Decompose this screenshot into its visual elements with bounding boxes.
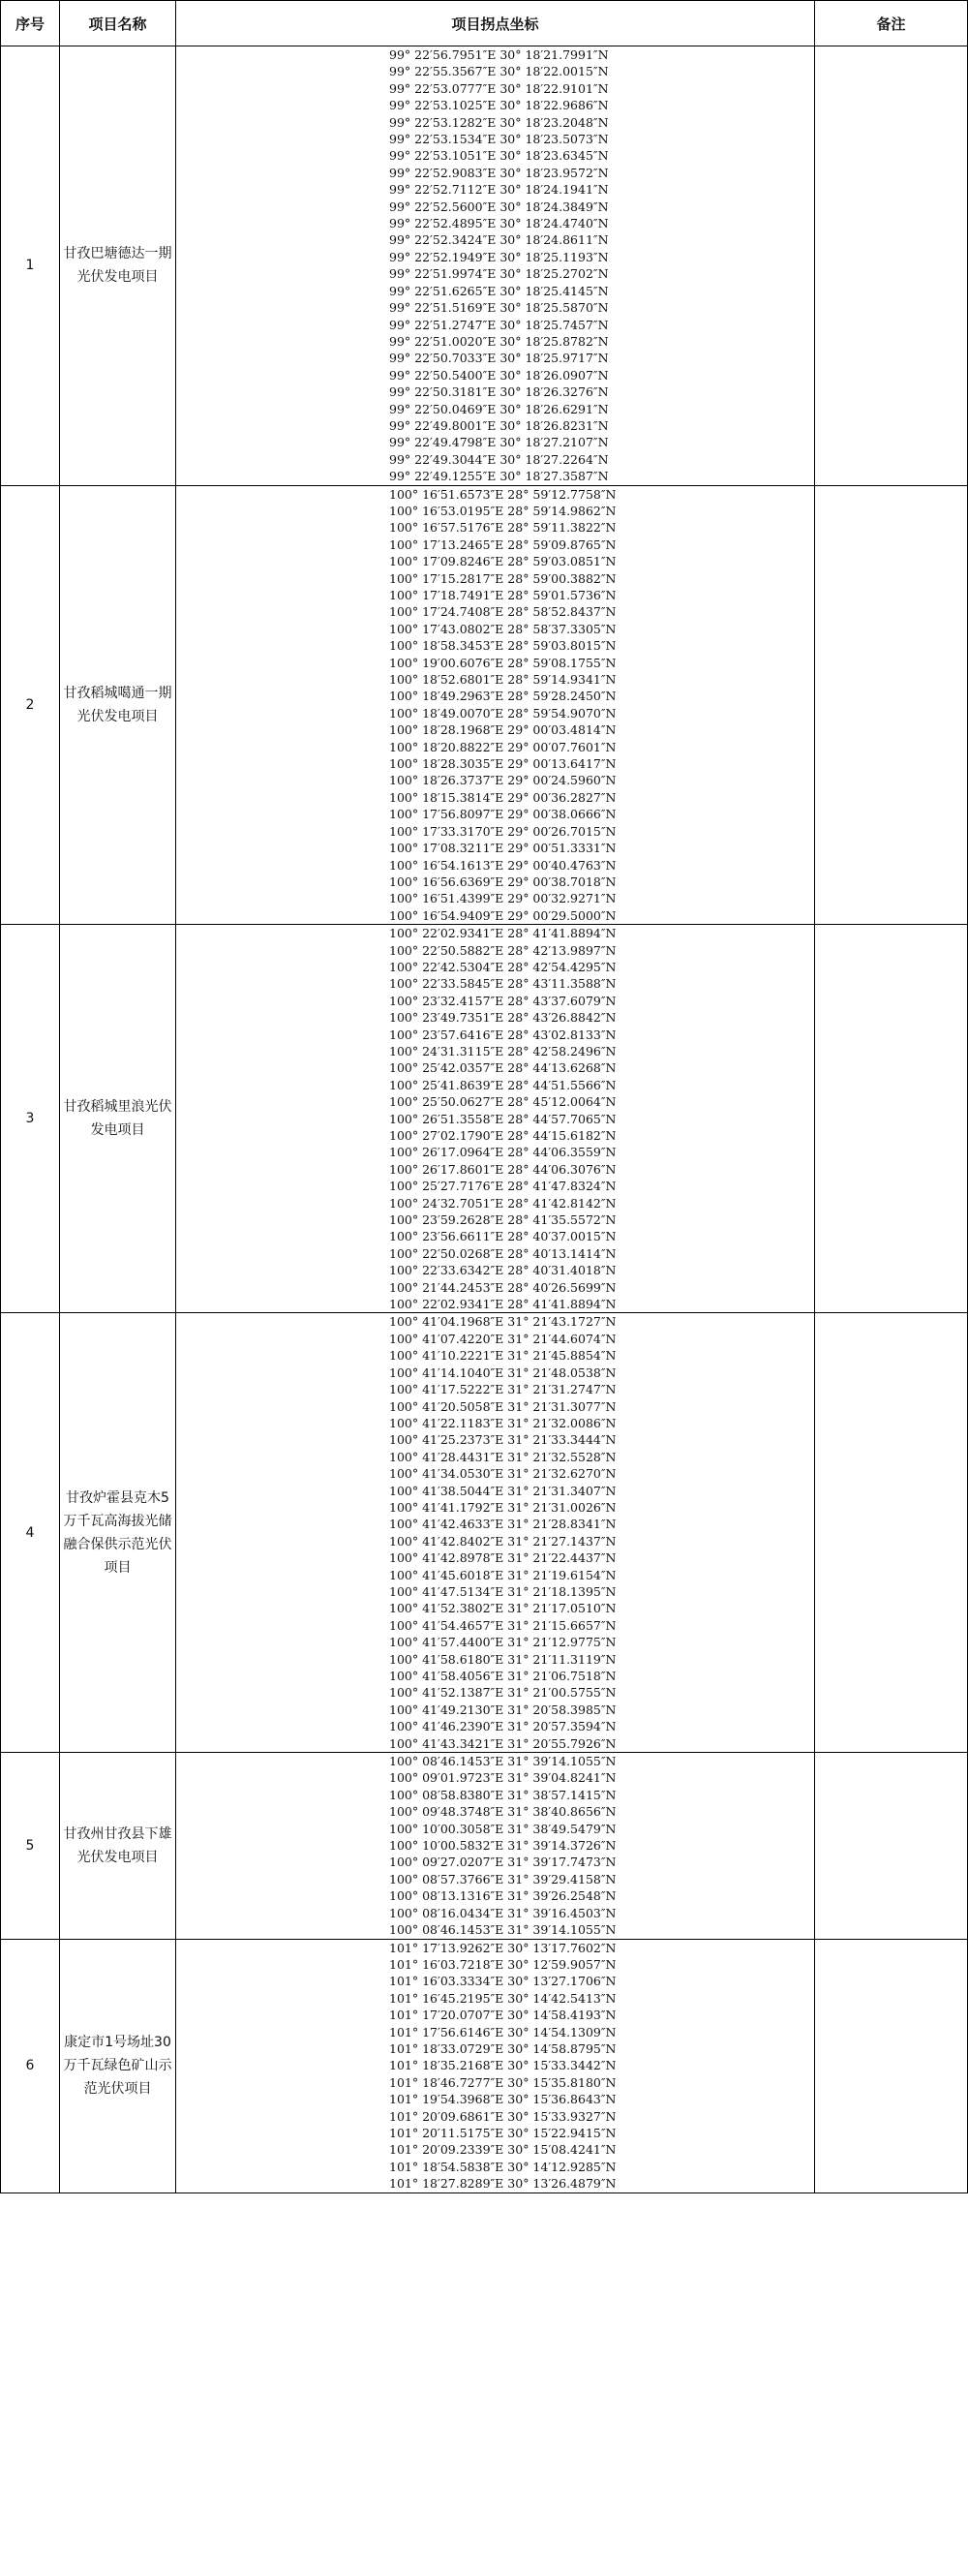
project-remark xyxy=(815,46,968,486)
coordinate-line: 100° 41′10.2221″E 31° 21′45.8854″N xyxy=(389,1348,617,1364)
coordinate-line: 100° 17′33.3170″E 29° 00′26.7015″N xyxy=(389,823,617,839)
coordinate-line: 99° 22′53.0777″E 30° 18′22.9101″N xyxy=(389,80,609,96)
coordinate-line: 100° 21′44.2453″E 28° 40′26.5699″N xyxy=(389,1279,617,1295)
coordinate-line: 101° 20′11.5175″E 30° 15′22.9415″N xyxy=(389,2125,617,2140)
coordinate-line: 100° 16′56.6369″E 29° 00′38.7018″N xyxy=(389,874,617,889)
header-coordinates: 项目拐点坐标 xyxy=(176,1,815,46)
coordinate-line: 100° 09′01.9723″E 31° 39′04.8241″N xyxy=(389,1770,617,1786)
project-index: 2 xyxy=(1,485,60,925)
coordinate-line: 100° 08′58.8380″E 31° 38′57.1415″N xyxy=(389,1787,617,1802)
coordinate-line: 100° 16′51.4399″E 29° 00′32.9271″N xyxy=(389,891,617,906)
project-coordinates xyxy=(176,485,815,925)
table-row xyxy=(1,46,968,486)
coordinate-line: 99° 22′50.5400″E 30° 18′26.0907″N xyxy=(389,367,609,383)
project-coordinates xyxy=(176,1939,815,2193)
coordinate-line: 100° 25′50.0627″E 28° 45′12.0064″N xyxy=(389,1094,617,1110)
coordinate-line: 100° 10′00.5832″E 31° 39′14.3726″N xyxy=(389,1838,617,1854)
coordinate-line: 99° 22′51.2747″E 30° 18′25.7457″N xyxy=(389,317,609,332)
coordinate-line: 100° 18′28.1968″E 29° 00′03.4814″N xyxy=(389,722,617,738)
project-remark xyxy=(815,1313,968,1753)
coordinate-line: 100° 23′56.6611″E 28° 40′37.0015″N xyxy=(389,1229,617,1244)
coordinate-line: 100° 41′14.1040″E 31° 21′48.0538″N xyxy=(389,1365,617,1380)
table-row xyxy=(1,925,968,1313)
coordinate-line: 100° 41′07.4220″E 31° 21′44.6074″N xyxy=(389,1331,617,1346)
header-project-name: 项目名称 xyxy=(60,1,176,46)
coordinate-line: 99° 22′52.9083″E 30° 18′23.9572″N xyxy=(389,165,609,180)
project-name: 甘孜稻城噶通一期光伏发电项目 xyxy=(60,485,176,925)
coordinate-line: 101° 16′03.7218″E 30° 12′59.9057″N xyxy=(389,1956,617,1972)
coordinate-line: 101° 16′03.3334″E 30° 13′27.1706″N xyxy=(389,1974,617,1989)
coordinate-line: 100° 41′49.2130″E 31° 20′58.3985″N xyxy=(389,1702,617,1717)
coordinate-line: 100° 41′52.3802″E 31° 21′17.0510″N xyxy=(389,1601,617,1616)
project-index: 4 xyxy=(1,1313,60,1753)
coordinate-line: 100° 17′24.7408″E 28° 58′52.8437″N xyxy=(389,604,617,620)
coordinate-line: 99° 22′52.5600″E 30° 18′24.3849″N xyxy=(389,199,609,214)
coordinate-line: 100° 41′38.5044″E 31° 21′31.3407″N xyxy=(389,1483,617,1498)
coordinate-line: 100° 41′46.2390″E 31° 20′57.3594″N xyxy=(389,1719,617,1734)
coordinate-line: 100° 24′32.7051″E 28° 41′42.8142″N xyxy=(389,1195,617,1211)
coordinate-line: 100° 41′43.3421″E 31° 20′55.7926″N xyxy=(389,1735,617,1751)
project-coordinates xyxy=(176,1313,815,1753)
coordinate-line: 100° 41′20.5058″E 31° 21′31.3077″N xyxy=(389,1398,617,1414)
coordinate-line: 99° 22′49.1255″E 30° 18′27.3587″N xyxy=(389,469,609,484)
coordinate-line: 100° 41′54.4657″E 31° 21′15.6657″N xyxy=(389,1617,617,1633)
project-remark xyxy=(815,1753,968,1939)
coordinate-line: 100° 41′58.4056″E 31° 21′06.7518″N xyxy=(389,1669,617,1683)
coordinate-line: 99° 22′51.0020″E 30° 18′25.8782″N xyxy=(389,333,609,349)
coordinate-line: 99° 22′49.3044″E 30° 18′27.2264″N xyxy=(389,451,609,467)
coordinate-line: 100° 41′57.4400″E 31° 21′12.9775″N xyxy=(389,1635,617,1650)
coordinate-line: 99° 22′53.1025″E 30° 18′22.9686″N xyxy=(389,98,609,113)
coordinate-line: 100° 23′57.6416″E 28° 43′02.8133″N xyxy=(389,1027,617,1042)
coordinate-line: 100° 16′57.5176″E 28° 59′11.3822″N xyxy=(389,520,617,536)
coordinate-line: 100° 27′02.1790″E 28° 44′15.6182″N xyxy=(389,1128,617,1143)
coordinate-line: 101° 17′20.0707″E 30° 14′58.4193″N xyxy=(389,2008,617,2023)
coordinate-line: 99° 22′50.7033″E 30° 18′25.9717″N xyxy=(389,351,609,366)
coordinate-line: 100° 41′52.1387″E 31° 21′00.5755″N xyxy=(389,1685,617,1701)
coordinate-line: 99° 22′50.0469″E 30° 18′26.6291″N xyxy=(389,401,609,416)
table-row xyxy=(1,1939,968,2193)
project-remark xyxy=(815,925,968,1313)
coordinate-line: 100° 41′17.5222″E 31° 21′31.2747″N xyxy=(389,1382,617,1397)
coordinate-line: 101° 17′13.9262″E 30° 13′17.7602″N xyxy=(389,1940,617,1955)
project-index: 3 xyxy=(1,925,60,1313)
project-name: 康定市1号场址30万千瓦绿色矿山示范光伏项目 xyxy=(60,1939,176,2193)
coordinate-line: 100° 17′09.8246″E 28° 59′03.0851″N xyxy=(389,554,617,569)
coordinate-line: 100° 18′52.6801″E 28° 59′14.9341″N xyxy=(389,672,617,688)
coordinate-line: 100° 22′33.5845″E 28° 43′11.3588″N xyxy=(389,976,617,992)
coordinate-line: 100° 41′41.1792″E 31° 21′31.0026″N xyxy=(389,1499,617,1515)
coordinate-line: 100° 41′42.8402″E 31° 21′27.1437″N xyxy=(389,1533,617,1549)
coordinate-line: 100° 09′48.3748″E 31° 38′40.8656″N xyxy=(389,1804,617,1820)
coordinate-line: 100° 16′54.9409″E 29° 00′29.5000″N xyxy=(389,907,617,923)
table-row xyxy=(1,1313,968,1753)
project-coordinates xyxy=(176,46,815,486)
coordinate-line: 100° 09′27.0207″E 31° 39′17.7473″N xyxy=(389,1855,617,1870)
coordinate-line: 100° 17′43.0802″E 28° 58′37.3305″N xyxy=(389,621,617,636)
coordinate-line: 100° 23′49.7351″E 28° 43′26.8842″N xyxy=(389,1010,617,1026)
coordinate-line: 100° 18′26.3737″E 29° 00′24.5960″N xyxy=(389,773,617,788)
coordinate-line: 99° 22′49.8001″E 30° 18′26.8231″N xyxy=(389,417,609,433)
project-index: 5 xyxy=(1,1753,60,1939)
coordinate-line: 100° 41′42.4633″E 31° 21′28.8341″N xyxy=(389,1517,617,1532)
coordinate-line: 100° 18′49.2963″E 28° 59′28.2450″N xyxy=(389,689,617,704)
coordinate-line: 100° 23′59.2628″E 28° 41′35.5572″N xyxy=(389,1212,617,1228)
coordinate-line: 99° 22′50.3181″E 30° 18′26.3276″N xyxy=(389,384,609,400)
project-name: 甘孜炉霍县克木5万千瓦高海拔光储融合保供示范光伏项目 xyxy=(60,1313,176,1753)
coordinate-line: 100° 41′25.2373″E 31° 21′33.3444″N xyxy=(389,1432,617,1448)
header-remark: 备注 xyxy=(815,1,968,46)
coordinate-line: 100° 23′32.4157″E 28° 43′37.6079″N xyxy=(389,993,617,1008)
project-name: 甘孜稻城里浪光伏发电项目 xyxy=(60,925,176,1313)
coordinate-line: 100° 17′18.7491″E 28° 59′01.5736″N xyxy=(389,588,617,602)
coordinate-line: 101° 16′45.2195″E 30° 14′42.5413″N xyxy=(389,1990,617,2006)
coordinate-line: 100° 22′02.9341″E 28° 41′41.8894″N xyxy=(389,926,617,941)
coordinate-line: 100° 41′45.6018″E 31° 21′19.6154″N xyxy=(389,1567,617,1582)
coordinate-line: 100° 25′27.7176″E 28° 41′47.8324″N xyxy=(389,1179,617,1194)
coordinate-line: 100° 26′51.3558″E 28° 44′57.7065″N xyxy=(389,1111,617,1126)
coordinate-line: 100° 41′58.6180″E 31° 21′11.3119″N xyxy=(389,1651,617,1667)
coordinate-line: 99° 22′53.1534″E 30° 18′23.5073″N xyxy=(389,132,609,147)
coordinate-line: 99° 22′53.1282″E 30° 18′23.2048″N xyxy=(389,114,609,130)
coordinate-line: 101° 20′09.2339″E 30° 15′08.4241″N xyxy=(389,2142,617,2158)
coordinate-line: 100° 26′17.8601″E 28° 44′06.3076″N xyxy=(389,1161,617,1177)
coordinate-line: 100° 17′15.2817″E 28° 59′00.3882″N xyxy=(389,570,617,586)
coordinate-line: 99° 22′51.5169″E 30° 18′25.5870″N xyxy=(389,300,609,316)
coordinate-line: 100° 25′42.0357″E 28° 44′13.6268″N xyxy=(389,1060,617,1076)
coordinate-line: 99° 22′49.4798″E 30° 18′27.2107″N xyxy=(389,435,609,450)
coordinate-line: 100° 22′42.5304″E 28° 42′54.4295″N xyxy=(389,959,617,974)
table-body xyxy=(1,46,968,2193)
coordinate-line: 101° 19′54.3968″E 30° 15′36.8643″N xyxy=(389,2092,617,2107)
coordinate-line: 101° 18′33.0729″E 30° 14′58.8795″N xyxy=(389,2040,617,2056)
coordinate-line: 100° 16′53.0195″E 28° 59′14.9862″N xyxy=(389,503,617,518)
coordinate-line: 100° 41′04.1968″E 31° 21′43.1727″N xyxy=(389,1314,617,1330)
project-name: 甘孜州甘孜县下雄光伏发电项目 xyxy=(60,1753,176,1939)
project-remark xyxy=(815,1939,968,2193)
coordinate-line: 100° 41′22.1183″E 31° 21′32.0086″N xyxy=(389,1415,617,1430)
coordinate-line: 100° 08′16.0434″E 31° 39′16.4503″N xyxy=(389,1905,617,1920)
coordinate-line: 100° 18′28.3035″E 29° 00′13.6417″N xyxy=(389,756,617,772)
coordinate-line: 101° 17′56.6146″E 30° 14′54.1309″N xyxy=(389,2024,617,2039)
coordinate-line: 100° 24′31.3115″E 28° 42′58.2496″N xyxy=(389,1043,617,1058)
coordinate-line: 100° 17′08.3211″E 29° 00′51.3331″N xyxy=(389,841,617,856)
project-coordinates xyxy=(176,925,815,1313)
coordinate-line: 100° 10′00.3058″E 31° 38′49.5479″N xyxy=(389,1821,617,1836)
table-header-row xyxy=(1,1,968,46)
coordinate-line: 100° 22′33.6342″E 28° 40′31.4018″N xyxy=(389,1263,617,1278)
coordinate-line: 99° 22′51.9974″E 30° 18′25.2702″N xyxy=(389,266,609,282)
coordinate-line: 100° 18′15.3814″E 29° 00′36.2827″N xyxy=(389,789,617,805)
coordinate-line: 100° 08′46.1453″E 31° 39′14.1055″N xyxy=(389,1922,617,1938)
coordinate-line: 99° 22′55.3567″E 30° 18′22.0015″N xyxy=(389,64,609,79)
coordinate-line: 100° 16′54.1613″E 29° 00′40.4763″N xyxy=(389,857,617,873)
coordinate-line: 99° 22′53.1051″E 30° 18′23.6345″N xyxy=(389,148,609,164)
coordinate-line: 101° 18′27.8289″E 30° 13′26.4879″N xyxy=(389,2176,617,2192)
coordinate-line: 100° 41′34.0530″E 31° 21′32.6270″N xyxy=(389,1466,617,1482)
coordinate-line: 100° 08′57.3766″E 31° 39′29.4158″N xyxy=(389,1871,617,1886)
coordinate-line: 101° 18′46.7277″E 30° 15′35.8180″N xyxy=(389,2074,617,2090)
coordinate-line: 100° 08′46.1453″E 31° 39′14.1055″N xyxy=(389,1754,617,1769)
coordinate-line: 100° 22′02.9341″E 28° 41′41.8894″N xyxy=(389,1297,617,1312)
coordinate-line: 100° 41′42.8978″E 31° 21′22.4437″N xyxy=(389,1550,617,1566)
table-row xyxy=(1,485,968,925)
coordinate-line: 100° 41′47.5134″E 31° 21′18.1395″N xyxy=(389,1583,617,1599)
header-index: 序号 xyxy=(1,1,60,46)
project-name: 甘孜巴塘德达一期光伏发电项目 xyxy=(60,46,176,486)
coordinate-line: 99° 22′52.4895″E 30° 18′24.4740″N xyxy=(389,216,609,231)
coordinate-line: 101° 20′09.6861″E 30° 15′33.9327″N xyxy=(389,2108,617,2124)
coordinate-line: 99° 22′52.3424″E 30° 18′24.8611″N xyxy=(389,232,609,248)
coordinate-line: 100° 17′13.2465″E 28° 59′09.8765″N xyxy=(389,537,617,552)
coordinate-line: 100° 18′58.3453″E 28° 59′03.8015″N xyxy=(389,638,617,654)
coordinate-line: 101° 18′35.2168″E 30° 15′33.3442″N xyxy=(389,2058,617,2073)
coordinate-line: 100° 17′56.8097″E 29° 00′38.0666″N xyxy=(389,807,617,822)
project-index: 1 xyxy=(1,46,60,486)
coordinate-line: 100° 25′41.8639″E 28° 44′51.5566″N xyxy=(389,1077,617,1092)
coordinate-line: 100° 08′13.1316″E 31° 39′26.2548″N xyxy=(389,1888,617,1904)
coordinate-line: 99° 22′51.6265″E 30° 18′25.4145″N xyxy=(389,283,609,298)
coordinate-line: 99° 22′52.7112″E 30° 18′24.1941″N xyxy=(389,182,609,198)
coordinate-line: 100° 18′20.8822″E 29° 00′07.7601″N xyxy=(389,739,617,754)
table-row xyxy=(1,1753,968,1939)
project-remark xyxy=(815,485,968,925)
project-coordinates xyxy=(176,1753,815,1939)
coordinate-line: 101° 18′54.5838″E 30° 14′12.9285″N xyxy=(389,2159,617,2174)
coordinate-line: 100° 19′00.6076″E 28° 59′08.1755″N xyxy=(389,655,617,670)
coordinate-line: 100° 26′17.0964″E 28° 44′06.3559″N xyxy=(389,1145,617,1160)
coordinate-line: 100° 18′49.0070″E 28° 59′54.9070″N xyxy=(389,705,617,721)
coordinate-line: 100° 41′28.4431″E 31° 21′32.5528″N xyxy=(389,1449,617,1464)
coordinate-line: 100° 16′51.6573″E 28° 59′12.7758″N xyxy=(389,486,617,502)
coordinate-line: 99° 22′52.1949″E 30° 18′25.1193″N xyxy=(389,249,609,264)
project-index: 6 xyxy=(1,1939,60,2193)
coordinate-line: 99° 22′56.7951″E 30° 18′21.7991″N xyxy=(389,47,609,62)
coordinate-line: 100° 22′50.0268″E 28° 40′13.1414″N xyxy=(389,1245,617,1261)
coordinate-line: 100° 22′50.5882″E 28° 42′13.9897″N xyxy=(389,942,617,958)
